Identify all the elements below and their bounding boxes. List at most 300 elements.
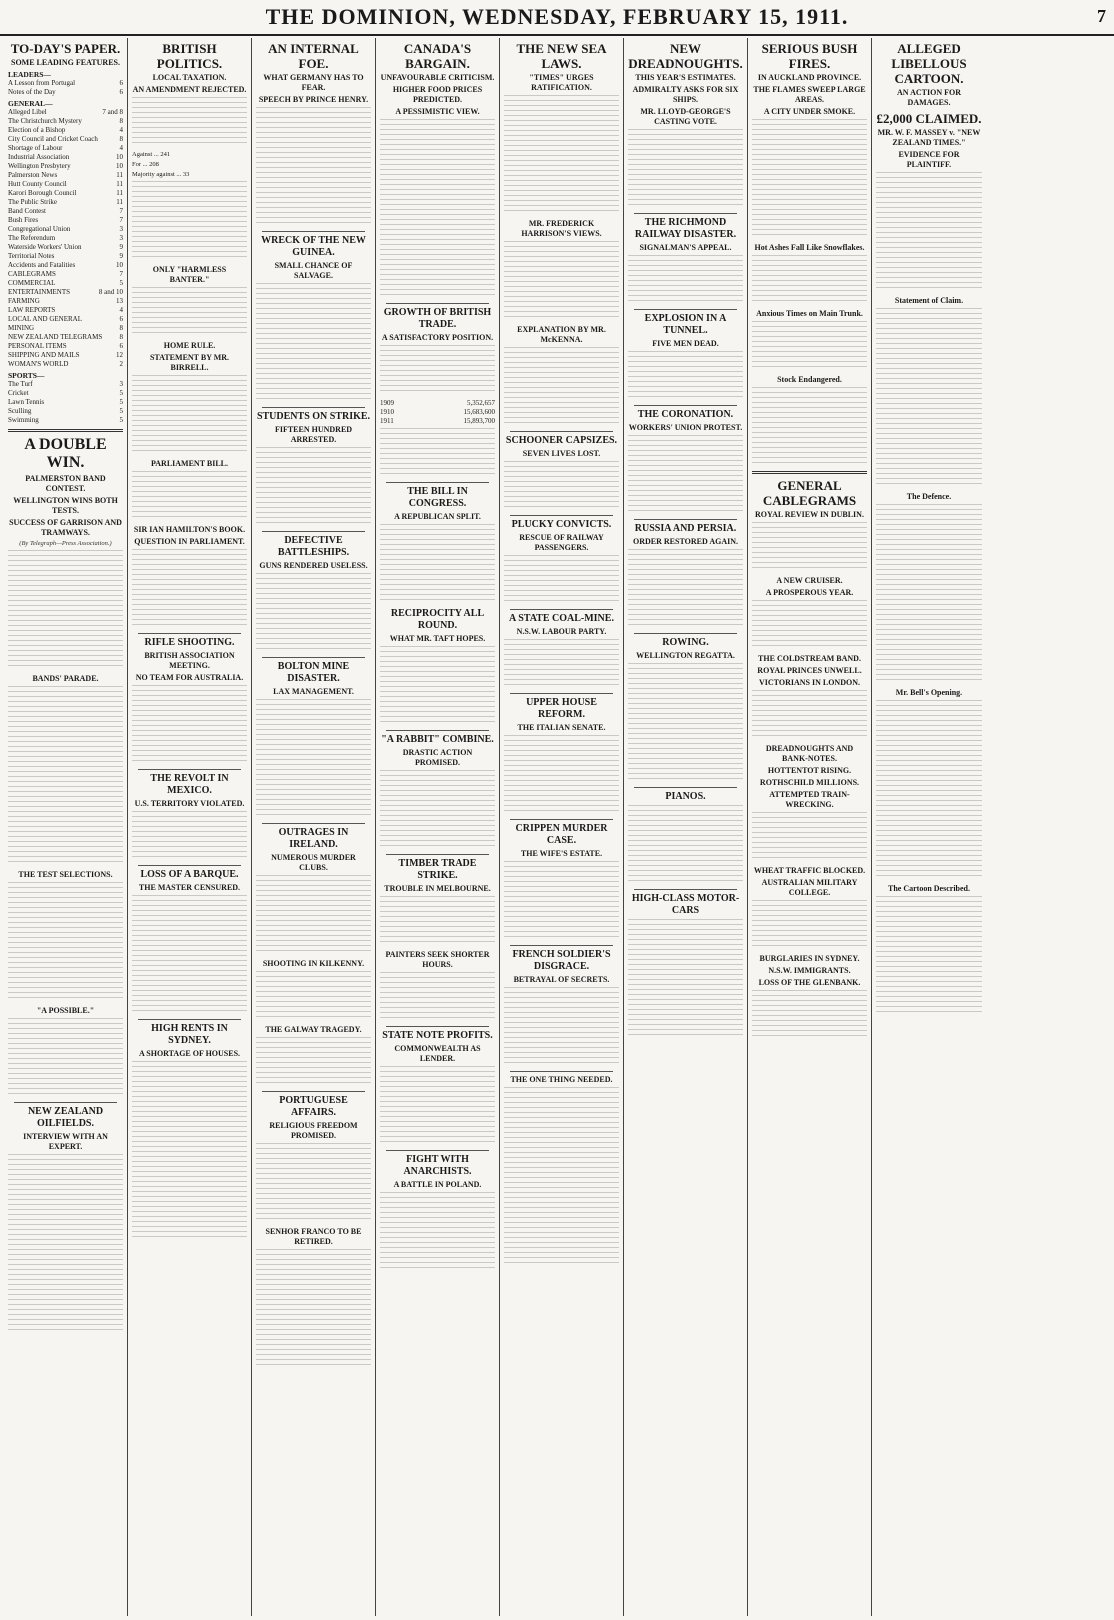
divider [138, 1019, 241, 1020]
rents-headline: HIGH RENTS IN SYDNEY. [151, 1023, 228, 1046]
divider [262, 1091, 365, 1092]
subheading: ROYAL REVIEW IN DUBLIN. [755, 510, 864, 519]
index-heading: TO-DAY'S PAPER. [10, 41, 121, 56]
article-body [256, 971, 371, 1021]
index-entry-title: Swimming [8, 416, 39, 424]
article-body [380, 1066, 495, 1146]
divider [262, 657, 365, 658]
rifle-headline: RIFLE SHOOTING. [144, 637, 235, 648]
divider [386, 1026, 489, 1027]
article-body [132, 811, 247, 861]
index-entry-page: 5 [119, 279, 123, 287]
index-entry-page: 11 [116, 189, 123, 197]
index-entry [8, 216, 123, 225]
subheading: AN ACTION FOR DAMAGES. [896, 88, 961, 107]
index-entry [8, 360, 123, 369]
subheading: RELIGIOUS FREEDOM PROMISED. [269, 1121, 358, 1140]
barque-headline: LOSS OF A BARQUE. [140, 869, 239, 880]
subheading: SIGNALMAN'S APPEAL. [639, 243, 732, 252]
index-entry [8, 279, 123, 288]
subheading: HIGHER FOOD PRICES PREDICTED. [392, 85, 483, 104]
article-body [256, 283, 371, 403]
general-heading: GENERAL— [8, 99, 53, 108]
article-body [628, 435, 743, 515]
divider [510, 945, 613, 946]
article-body [752, 900, 867, 950]
article-body [380, 345, 495, 395]
article-body [504, 987, 619, 1067]
subheading: THE WIFE'S ESTATE. [520, 849, 603, 858]
divider [262, 823, 365, 824]
subheading: SEVEN LIVES LOST. [522, 449, 601, 458]
subheading: A SHORTAGE OF HOUSES. [138, 1049, 241, 1058]
internal-foe-headline: AN INTERNAL FOE. [268, 41, 359, 71]
possible-heading: "A POSSIBLE." [36, 1006, 95, 1015]
richmond-headline: THE RICHMOND RAILWAY DISASTER. [634, 217, 737, 240]
trade-table [380, 399, 495, 426]
subheading: A PESSIMISTIC VIEW. [395, 107, 480, 116]
trade-row [380, 408, 495, 417]
trade-row [380, 417, 495, 426]
index-entry-title: The Turf [8, 380, 33, 388]
article-body [256, 875, 371, 955]
index-entry-title: Cricket [8, 389, 29, 397]
subheading: THE COLDSTREAM BAND. [758, 654, 861, 663]
article-body [752, 321, 867, 371]
state-notes-headline: STATE NOTE PROFITS. [382, 1030, 493, 1041]
subheading: TROUBLE IN MELBOURNE. [384, 884, 491, 893]
index-entry-page: 5 [119, 389, 123, 397]
subheading: PARLIAMENT BILL. [150, 459, 229, 468]
sports-heading: SPORTS— [8, 371, 45, 380]
index-entry-page: 5 [119, 416, 123, 424]
article-body [380, 428, 495, 478]
index-entry [8, 135, 123, 144]
divider [752, 471, 867, 474]
subheading: A PROSPEROUS YEAR. [765, 588, 854, 597]
libel-headline: ALLEGED LIBELLOUS CARTOON. [891, 41, 967, 86]
subheading: LAX MANAGEMENT. [273, 687, 354, 696]
index-entry-page: 15,893,700 [463, 417, 495, 425]
anarchists-headline: FIGHT WITH ANARCHISTS. [403, 1154, 472, 1177]
index-subheading: SOME LEADING FEATURES. [11, 58, 120, 67]
subheading: THE ITALIAN SENATE. [517, 723, 606, 732]
divider [634, 519, 737, 520]
article-body [504, 461, 619, 511]
divider [510, 431, 613, 432]
index-entry-title: Lawn Tennis [8, 398, 45, 406]
index-entry [8, 243, 123, 252]
subheading: ADMIRALTY ASKS FOR SIX SHIPS. [632, 85, 739, 104]
motor-advert-headline: HIGH-CLASS MOTOR-CARS [631, 893, 740, 916]
index-entry [8, 351, 123, 360]
divider [262, 531, 365, 532]
subheading: A CITY UNDER SMOKE. [763, 107, 856, 116]
index-entry [8, 162, 123, 171]
canada-headline: CANADA'S BARGAIN. [403, 41, 472, 71]
divider [138, 769, 241, 770]
subheading: Mr. Bell's Opening. [895, 688, 963, 697]
column-1 [4, 38, 128, 1616]
index-entry-page: 6 [119, 88, 123, 96]
subheading: WORKERS' UNION PROTEST. [628, 423, 743, 432]
article-body [752, 119, 867, 239]
index-entry-page: 5,352,657 [467, 399, 495, 407]
article-body [132, 375, 247, 455]
index-entry-page: 4 [119, 144, 123, 152]
index-entry-page: 3 [119, 380, 123, 388]
article-body [628, 255, 743, 305]
coronation-headline: THE CORONATION. [637, 409, 734, 420]
subheading: VICTORIANS IN LONDON. [759, 678, 860, 687]
index-entry-page: 6 [119, 79, 123, 87]
article-body [132, 895, 247, 1015]
subheading: THIS YEAR'S ESTIMATES. [635, 73, 736, 82]
timber-headline: TIMBER TRADE STRIKE. [398, 858, 477, 881]
subheading: Hot Ashes Fall Like Snowflakes. [754, 243, 865, 252]
subheading: Anxious Times on Main Trunk. [756, 309, 863, 318]
general-list [8, 108, 123, 270]
index-entry-title: FARMING [8, 297, 40, 305]
divider [510, 819, 613, 820]
divider [386, 1150, 489, 1151]
article-body [8, 686, 123, 866]
article-body [132, 287, 247, 337]
index-entry-title: The Public Strike [8, 198, 57, 206]
divider [14, 1102, 117, 1103]
index-entry [8, 207, 123, 216]
vote-line: Against ... 241 [132, 151, 171, 158]
trade-row [380, 399, 495, 408]
schooner-headline: SCHOONER CAPSIZES. [505, 435, 618, 446]
subheading: PAINTERS SEEK SHORTER HOURS. [385, 950, 490, 969]
subheading: IN AUCKLAND PROVINCE. [757, 73, 862, 82]
article-body [256, 573, 371, 653]
index-entry-title: NEW ZEALAND TELEGRAMS [8, 333, 103, 341]
index-entry [8, 333, 123, 342]
index-entry-title: Notes of the Day [8, 88, 56, 96]
article-body [628, 549, 743, 629]
subheading: SIR IAN HAMILTON'S BOOK. [133, 525, 246, 534]
band-subheading-3: SUCCESS OF GARRISON AND TRAMWAYS. [9, 518, 122, 537]
index-entry-page: 8 [119, 117, 123, 125]
index-entry-title: 1910 [380, 408, 394, 416]
article-body [752, 990, 867, 1040]
crippen-headline: CRIPPEN MURDER CASE. [515, 823, 608, 846]
sea-laws-headline: THE NEW SEA LAWS. [516, 41, 607, 71]
convicts-headline: PLUCKY CONVICTS. [511, 519, 612, 530]
index-entry [8, 108, 123, 117]
index-entry-page: 7 [119, 207, 123, 215]
index-entry-page: 7 and 8 [102, 108, 123, 116]
advert-body [628, 919, 743, 1039]
subheading: MR. FREDERICK HARRISON'S VIEWS. [521, 219, 602, 238]
subheading: STATEMENT BY MR. BIRRELL. [149, 353, 230, 372]
subheading: BURGLARIES IN SYDNEY. [759, 954, 860, 963]
index-entry-title: Palmerston News [8, 171, 58, 179]
index-entry-title: SHIPPING AND MAILS [8, 351, 80, 359]
index-entry [8, 297, 123, 306]
index-entry-page: 10 [116, 261, 123, 269]
subheading: MR. LLOYD-GEORGE'S CASTING VOTE. [640, 107, 731, 126]
divider [634, 405, 737, 406]
index-entry-page: 8 [119, 333, 123, 341]
vote-line: Majority against ... 33 [132, 171, 190, 178]
subheading: WHAT GERMANY HAS TO FEAR. [263, 73, 364, 92]
claim-amount: £2,000 CLAIMED. [876, 111, 982, 126]
divider [634, 309, 737, 310]
bands-parade-heading: BANDS' PARADE. [32, 674, 99, 683]
wreck-headline: WRECK OF THE NEW GUINEA. [261, 235, 366, 258]
article-body [132, 97, 247, 147]
leaders-heading: LEADERS— [8, 70, 51, 79]
subheading: Statement of Claim. [894, 296, 964, 305]
index-entry-title: Alleged Libel [8, 108, 47, 116]
subheading: AUSTRALIAN MILITARY COLLEGE. [761, 878, 858, 897]
index-entry-title: Karori Borough Council [8, 189, 77, 197]
subheading: FIFTEEN HUNDRED ARRESTED. [274, 425, 353, 444]
article-body [752, 522, 867, 572]
article-body [132, 471, 247, 521]
subheading: FIVE MEN DEAD. [652, 339, 719, 348]
article-body [504, 639, 619, 689]
subheading: COMMONWEALTH AS LENDER. [394, 1044, 481, 1063]
index-entry-title: LAW REPORTS [8, 306, 56, 314]
sports-list [8, 380, 123, 425]
index-entry [8, 252, 123, 261]
masthead [0, 0, 1114, 36]
index-entry-title: Accidents and Fatalities [8, 261, 76, 269]
subheading: SHOOTING IN KILKENNY. [262, 959, 365, 968]
index-entry [8, 180, 123, 189]
subheading: UNFAVOURABLE CRITICISM. [380, 73, 495, 82]
subheading: WHAT MR. TAFT HOPES. [389, 634, 486, 643]
battleships-headline: DEFECTIVE BATTLESHIPS. [277, 535, 350, 558]
subheading: A NEW CRUISER. [776, 576, 843, 585]
subheading: SPEECH BY PRINCE HENRY. [258, 95, 369, 104]
article-body [504, 241, 619, 321]
vote-line: For ... 208 [132, 161, 159, 168]
article-body [380, 770, 495, 850]
divider [510, 1071, 613, 1072]
column-6 [624, 38, 748, 1616]
article-body [752, 690, 867, 740]
article-body [752, 812, 867, 862]
article-body [256, 699, 371, 819]
article-body [256, 447, 371, 527]
index-entry-title: COMMERCIAL [8, 279, 56, 287]
subheading: THE MASTER CENSURED. [138, 883, 241, 892]
index-entry-title: ENTERTAINMENTS [8, 288, 71, 296]
index-entry-title: Sculling [8, 407, 32, 415]
rowing-headline: ROWING. [662, 637, 709, 648]
index-entry [8, 398, 123, 407]
article-body [504, 347, 619, 427]
index-entry [8, 389, 123, 398]
newspaper-title: THE DOMINION, WEDNESDAY, FEBRUARY 15, 1911. [265, 4, 849, 29]
index-entry [8, 342, 123, 351]
band-headline: A DOUBLE WIN. [24, 436, 107, 471]
index-entry-title: Election of a Bishop [8, 126, 66, 134]
index-entry-title: Hutt County Council [8, 180, 67, 188]
subheading: DRASTIC ACTION PROMISED. [402, 748, 473, 767]
article-body [504, 861, 619, 941]
subheading: SENHOR FRANCO TO BE RETIRED. [265, 1227, 362, 1246]
index-entry [8, 117, 123, 126]
index-entry [8, 380, 123, 389]
leaders-list [8, 79, 123, 97]
article-body [8, 1154, 123, 1334]
index-entry [8, 234, 123, 243]
article-body [380, 896, 495, 946]
article-body [628, 351, 743, 401]
index-entry-page: 4 [119, 126, 123, 134]
article-body [504, 555, 619, 605]
band-subheading-2: WELLINGTON WINS BOTH TESTS. [13, 496, 118, 515]
index-entry-page: 11 [116, 171, 123, 179]
subheading: HOME RULE. [163, 341, 216, 350]
index-entry-page: 4 [119, 306, 123, 314]
index-entry-page: 7 [119, 270, 123, 278]
index-entry [8, 315, 123, 324]
subheading: The Cartoon Described. [888, 884, 970, 893]
advert-body [504, 1087, 619, 1267]
russia-headline: RUSSIA AND PERSIA. [634, 523, 737, 534]
subheading: LOCAL TAXATION. [152, 73, 227, 82]
index-entry-page: 10 [116, 153, 123, 161]
index-entry-title: A Lesson from Portugal [8, 79, 76, 87]
subheading: HOTTENTOT RISING. [767, 766, 852, 775]
article-body [256, 1249, 371, 1369]
subheading: A REPUBLICAN SPLIT. [394, 512, 481, 521]
column-8 [872, 38, 986, 1616]
subheading: ROYAL PRINCES UNWELL. [757, 666, 862, 675]
index-entry [8, 288, 123, 297]
index-entry [8, 88, 123, 97]
subheading: WELLINGTON REGATTA. [636, 651, 735, 660]
index-entry-title: 1909 [380, 399, 394, 407]
divider [262, 231, 365, 232]
index-entry [8, 144, 123, 153]
divider [386, 730, 489, 731]
subheading: A SATISFACTORY POSITION. [381, 333, 494, 342]
subheading: N.S.W. IMMIGRANTS. [768, 966, 851, 975]
index-entry-page: 5 [119, 398, 123, 406]
article-body [132, 181, 247, 261]
index-entry [8, 189, 123, 198]
article-body [380, 646, 495, 726]
article-body [8, 1018, 123, 1098]
oilfields-headline: NEW ZEALAND OILFIELDS. [27, 1106, 104, 1129]
index-entry-title: Territorial Notes [8, 252, 55, 260]
index-entry-page: 13 [116, 297, 123, 305]
index-entry-title: The Referendum [8, 234, 56, 242]
subheading: NO TEAM FOR AUSTRALIA. [135, 673, 244, 682]
upper-house-headline: UPPER HOUSE REFORM. [526, 697, 597, 720]
index-entry-title: Bush Fires [8, 216, 39, 224]
column-4 [376, 38, 500, 1616]
index-entry-title: Industrial Association [8, 153, 70, 161]
subheading: RESCUE OF RAILWAY PASSENGERS. [519, 533, 604, 552]
article-body [256, 1037, 371, 1087]
index-entry [8, 407, 123, 416]
index-entry-title: Wellington Presbytery [8, 162, 71, 170]
subheading: MR. W. F. MASSEY v. "NEW ZEALAND TIMES." [877, 128, 981, 147]
subheading: SMALL CHANCE OF SALVAGE. [274, 261, 353, 280]
subheading: QUESTION IN PARLIAMENT. [134, 537, 245, 546]
index-entry [8, 198, 123, 207]
subheading: "TIMES" URGES RATIFICATION. [529, 73, 594, 92]
subheading: The Defence. [906, 492, 952, 501]
divider [386, 854, 489, 855]
divider [262, 407, 365, 408]
reciprocity-headline: RECIPROCITY ALL ROUND. [390, 608, 485, 631]
index-entry-page: 9 [119, 252, 123, 260]
article-body [628, 129, 743, 209]
index-entry-page: 6 [119, 342, 123, 350]
subheading: ROTHSCHILD MILLIONS. [759, 778, 860, 787]
index-entry-page: 8 [119, 324, 123, 332]
index-entry-page: 7 [119, 216, 123, 224]
cablegrams-headline: GENERAL CABLEGRAMS [762, 478, 857, 508]
divider [138, 865, 241, 866]
divider [8, 429, 123, 432]
index-entry-page: 11 [116, 180, 123, 188]
index-entry-page: 15,683,600 [463, 408, 495, 416]
article-body [380, 524, 495, 604]
divider [634, 633, 737, 634]
students-headline: STUDENTS ON STRIKE. [256, 411, 371, 422]
byline: (By Telegraph—Press Association.) [19, 540, 112, 547]
article-body [752, 255, 867, 305]
article-body [876, 896, 982, 1016]
subheading: WHEAT TRAFFIC BLOCKED. [753, 866, 866, 875]
index-entry-title: Congregational Union [8, 225, 71, 233]
subheading: DREADNOUGHTS AND BANK-NOTES. [765, 744, 854, 763]
article-body [504, 735, 619, 815]
divider [386, 482, 489, 483]
index-entry [8, 79, 123, 88]
band-subheading: PALMERSTON BAND CONTEST. [25, 474, 106, 493]
subheading: THE FLAMES SWEEP LARGE AREAS. [753, 85, 866, 104]
test-selections-heading: THE TEST SELECTIONS. [18, 870, 113, 879]
article-body [876, 700, 982, 880]
page-number: 7 [1097, 6, 1106, 26]
pianos-advert-headline: PIANOS. [665, 791, 706, 802]
article-body [380, 1192, 495, 1272]
index-entry-page: 3 [119, 225, 123, 233]
tunnel-headline: EXPLOSION IN A TUNNEL. [644, 313, 727, 336]
index-entry-title: WOMAN'S WORLD [8, 360, 69, 368]
subheading: AN AMENDMENT REJECTED. [132, 85, 247, 94]
divider [510, 693, 613, 694]
article-body [8, 550, 123, 670]
column-5 [500, 38, 624, 1616]
subheading: EVIDENCE FOR PLAINTIFF. [898, 150, 960, 169]
subheading: U.S. TERRITORY VIOLATED. [134, 799, 245, 808]
subheading: EXPLANATION BY MR. McKENNA. [517, 325, 606, 344]
article-body [380, 119, 495, 299]
index-entry [8, 225, 123, 234]
congress-headline: THE BILL IN CONGRESS. [407, 486, 468, 509]
trade-headline: GROWTH OF BRITISH TRADE. [383, 307, 492, 330]
index-entry-title: Waterside Workers' Union [8, 243, 82, 251]
index-entry-page: 11 [116, 198, 123, 206]
subheading: N.S.W. LABOUR PARTY. [516, 627, 607, 636]
article-body [8, 882, 123, 1002]
subheading: GUNS RENDERED USELESS. [259, 561, 368, 570]
index-entry-title: CABLEGRAMS [8, 270, 56, 278]
